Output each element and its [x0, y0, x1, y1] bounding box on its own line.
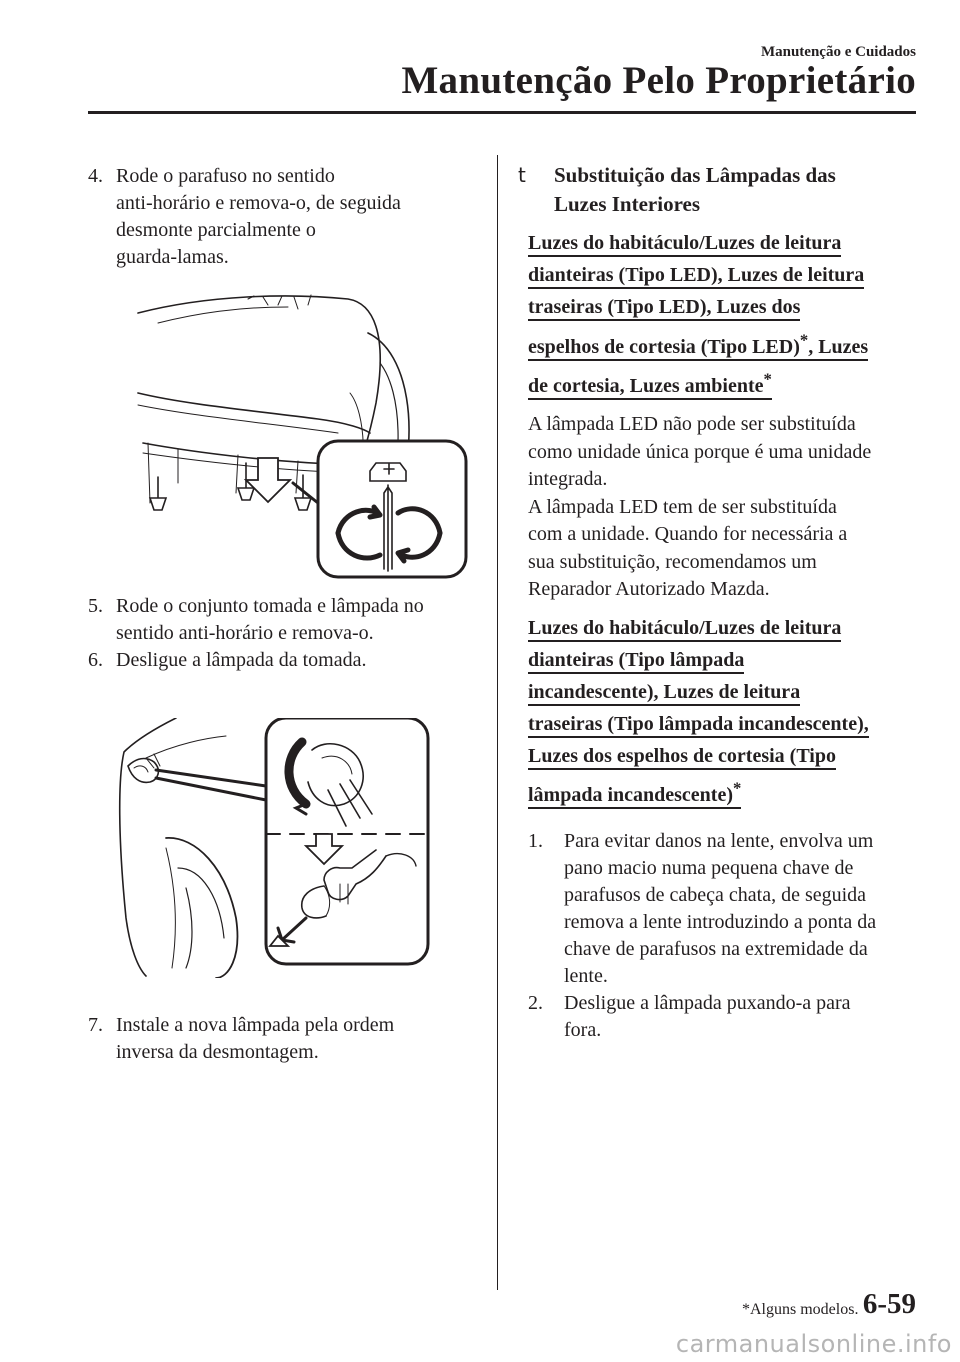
step-text-line: desmonte parcialmente o: [116, 219, 316, 241]
step-text-line: anti-horário e remova-o, de seguida: [116, 192, 401, 214]
subheading-text: de cortesia, Luzes ambiente: [528, 375, 764, 398]
subheading-line: Luzes do habitáculo/Luzes de leitura: [528, 232, 841, 257]
step-text-line: pano macio numa pequena chave de: [564, 857, 854, 880]
step-text-line: parafusos de cabeça chata, de seguida: [564, 884, 867, 907]
subheading-line: Luzes dos espelhos de cortesia (Tipo: [528, 745, 836, 770]
section-heading: [510, 161, 920, 219]
subheading-text: espelhos de cortesia (Tipo LED): [528, 335, 800, 358]
paragraph-line: sua substituição, recomendamos um: [528, 550, 817, 573]
subheading-line: incandescente), Luzes de leitura: [528, 681, 800, 706]
incandescent-subheading: [528, 614, 920, 811]
step-4: [88, 163, 483, 271]
header-rule: [88, 111, 916, 114]
step-7: [88, 1012, 483, 1066]
bulb-socket-illustration: [116, 718, 436, 978]
right-step-2: [528, 990, 920, 1044]
led-subheading: [528, 229, 920, 401]
asterisk-marker: *: [799, 330, 809, 349]
led-paragraph: [528, 411, 920, 604]
right-column: [510, 161, 920, 1044]
paragraph-line: como unidade única porque é uma unidade: [528, 440, 872, 463]
step-text-line: sentido anti-horário e remova-o.: [116, 622, 374, 644]
footnote: *Alguns modelos.: [742, 1301, 859, 1318]
asterisk-marker: *: [733, 778, 742, 798]
step-text-line: Rode o conjunto tomada e lâmpada no: [116, 595, 424, 617]
paragraph-line: com a unidade. Quando for necessária a: [528, 523, 848, 546]
subheading-line: [528, 778, 742, 809]
step-number: 5.: [88, 595, 103, 617]
subheading-text: , Luzes: [808, 335, 869, 358]
paragraph-line: Reparador Autorizado Mazda.: [528, 578, 770, 601]
asterisk-marker: *: [763, 369, 772, 389]
subheading-line: traseiras (Tipo lâmpada incandescente),: [528, 713, 869, 738]
page-title: Manutenção Pelo Proprietário: [401, 59, 916, 102]
header-section: Manutenção e Cuidados: [760, 44, 916, 60]
step-text-line: inversa da desmontagem.: [116, 1041, 319, 1063]
step-number: 7.: [88, 1014, 103, 1036]
step-text-line: Rode o parafuso no sentido: [116, 165, 335, 187]
fender-screw-illustration: [118, 293, 478, 583]
section-title-line: Luzes Interiores: [554, 192, 701, 216]
step-6: [88, 647, 483, 674]
paragraph-line: integrada.: [528, 468, 608, 491]
section-bullet-icon: t: [518, 163, 526, 187]
subheading-line: dianteiras (Tipo lâmpada: [528, 649, 744, 674]
paragraph-line: A lâmpada LED não pode ser substituída: [528, 413, 856, 436]
subheading-line: [528, 330, 869, 361]
step-text-line: Para evitar danos na lente, envolva um: [564, 830, 874, 853]
subheading-line: dianteiras (Tipo LED), Luzes de leitura: [528, 264, 864, 289]
step-text-line: chave de parafusos na extremidade da: [564, 938, 868, 961]
watermark: carmanualsonline.info: [675, 1330, 952, 1358]
step-text-line: lente.: [564, 965, 608, 988]
subheading-text: lâmpada incandescente): [528, 784, 733, 807]
section-title-line: Substituição das Lâmpadas das: [554, 163, 836, 187]
step-5: [88, 593, 483, 647]
page-number: 6-59: [862, 1288, 916, 1320]
step-text-line: remova a lente introduzindo a ponta da: [564, 911, 877, 934]
column-divider: [497, 155, 498, 1290]
step-number: 6.: [88, 649, 103, 671]
subheading-line: traseiras (Tipo LED), Luzes dos: [528, 296, 800, 321]
right-step-1: [528, 828, 920, 990]
step-text-line: Desligue a lâmpada puxando-a para: [564, 992, 851, 1015]
step-text-line: Desligue a lâmpada da tomada.: [116, 649, 367, 671]
paragraph-line: A lâmpada LED tem de ser substituída: [528, 495, 837, 518]
step-text-line: guarda-lamas.: [116, 246, 229, 268]
step-text-line: fora.: [564, 1019, 602, 1042]
left-column: [88, 163, 483, 1066]
step-number: 2.: [528, 992, 543, 1015]
step-text-line: Instale a nova lâmpada pela ordem: [116, 1014, 395, 1036]
step-number: 1.: [528, 830, 543, 853]
subheading-line: Luzes do habitáculo/Luzes de leitura: [528, 617, 841, 642]
step-number: 4.: [88, 165, 103, 187]
subheading-line: [528, 369, 772, 400]
